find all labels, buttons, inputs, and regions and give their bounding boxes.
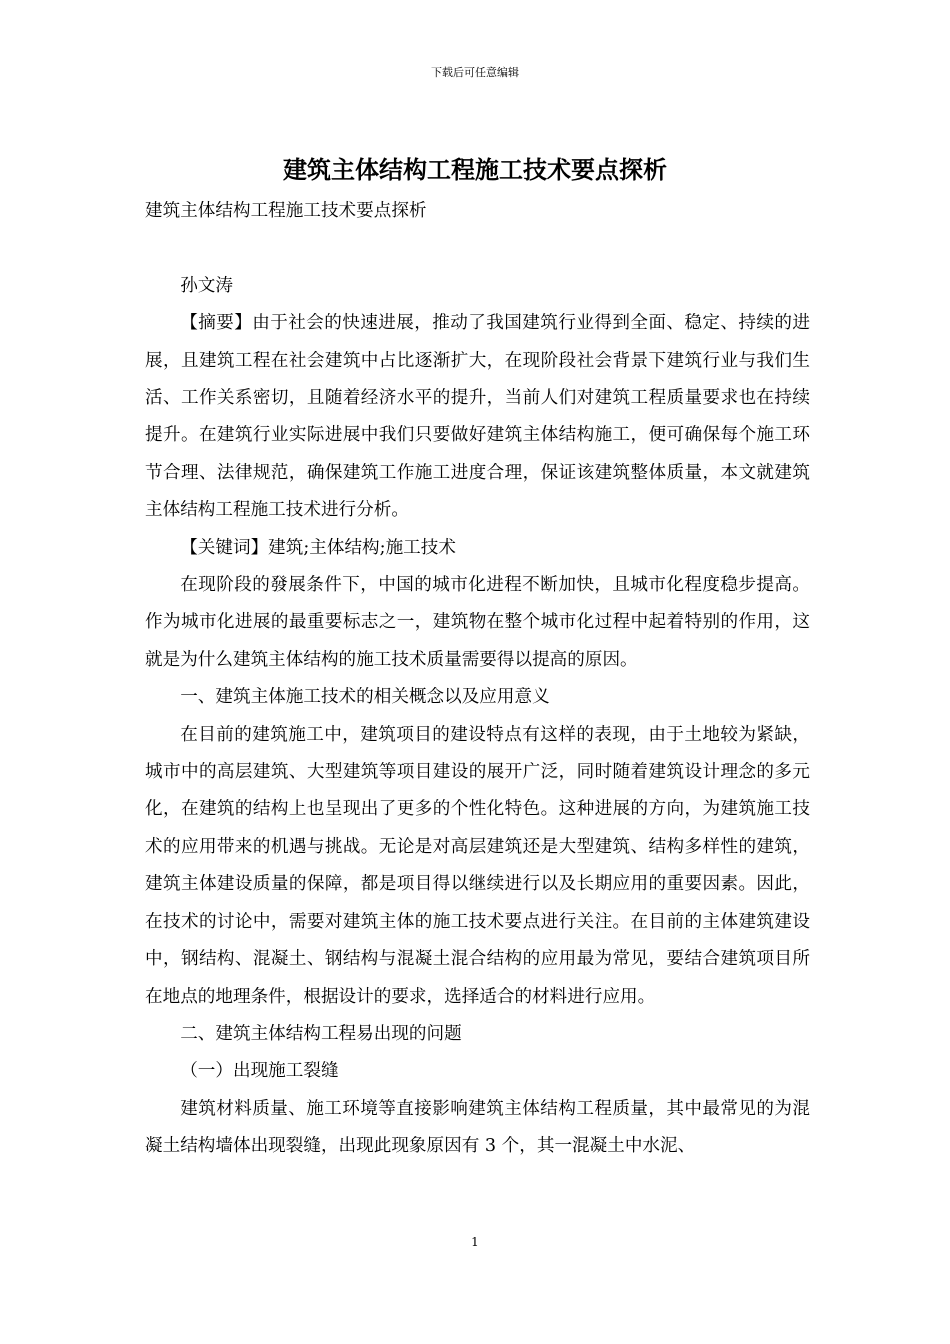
header-note: 下载后可任意编辑 (431, 66, 519, 79)
intro-paragraph: 在现阶段的發展条件下，中国的城市化进程不断加快，且城市化程度稳步提高。作为城市化进展的最重要标志之一，建筑物在整个城市化过程中起着特别的作用，这就是为什么建筑主体结构的施工技术质量需要得以提高的原因。 (145, 575, 810, 670)
section-heading-2: 二、建筑主体结构工程易出现的问题 (180, 1023, 462, 1044)
document-title: 建筑主体结构工程施工技术要点探析 (283, 155, 667, 184)
body-paragraph: 建筑材料质量、施工环境等直接影响建筑主体结构工程质量，其中最常见的为混凝土结构墙体出现裂缝，出现此现象原因有 3 个，其一混凝土中水泥、 (145, 1098, 810, 1157)
document-subtitle: 建筑主体结构工程施工技术要点探析 (145, 201, 427, 221)
document-body (145, 193, 810, 1166)
subsection-heading: （一）出现施工裂缝 (180, 1061, 339, 1082)
body-paragraph: 在目前的建筑施工中，建筑项目的建设特点有这样的表现，由于土地较为紧缺，城市中的高层建筑、大型建筑等项目建设的展开广泛，同时随着建筑设计理念的多元化，在建筑的结构上也呈现出了更多的个性化特色。这种进展的方向，为建筑施工技术的应用带来的机遇与挑战。无论是对高层建筑还是大型建筑、结构多样性的建筑，建筑主体建设质量的保障，都是项目得以继续进行以及长期应用的重要因素。因此，在技术的讨论中，需要对建筑主体的施工技术要点进行关注。在目前的主体建筑建设中，钢结构、混凝土、钢结构与混凝土混合结构的应用最为常见，要结合建筑项目所在地点的地理条件，根据设计的要求，选择适合的材料进行应用。 (145, 724, 810, 1007)
page-number: 1 (471, 1235, 479, 1249)
keywords-paragraph: 【关键词】建筑;主体结构;施工技术 (180, 537, 456, 558)
abstract-paragraph: 【摘要】由于社会的快速进展，推动了我国建筑行业得到全面、稳定、持续的进展，且建筑工程在社会建筑中占比逐渐扩大，在现阶段社会背景下建筑行业与我们生活、工作关系密切，且随着经济水平的提升，当前人们对建筑工程质量要求也在持续提升。在建筑行业实际进展中我们只要做好建筑主体结构施工，便可确保每个施工环节合理、法律规范，确保建筑工作施工进度合理，保证该建筑整体质量，本文就建筑主体结构工程施工技术进行分析。 (145, 313, 810, 521)
section-heading-1: 一、建筑主体施工技术的相关概念以及应用意义 (180, 687, 550, 708)
author: 孙文涛 (180, 275, 233, 296)
blank-line (145, 230, 810, 267)
